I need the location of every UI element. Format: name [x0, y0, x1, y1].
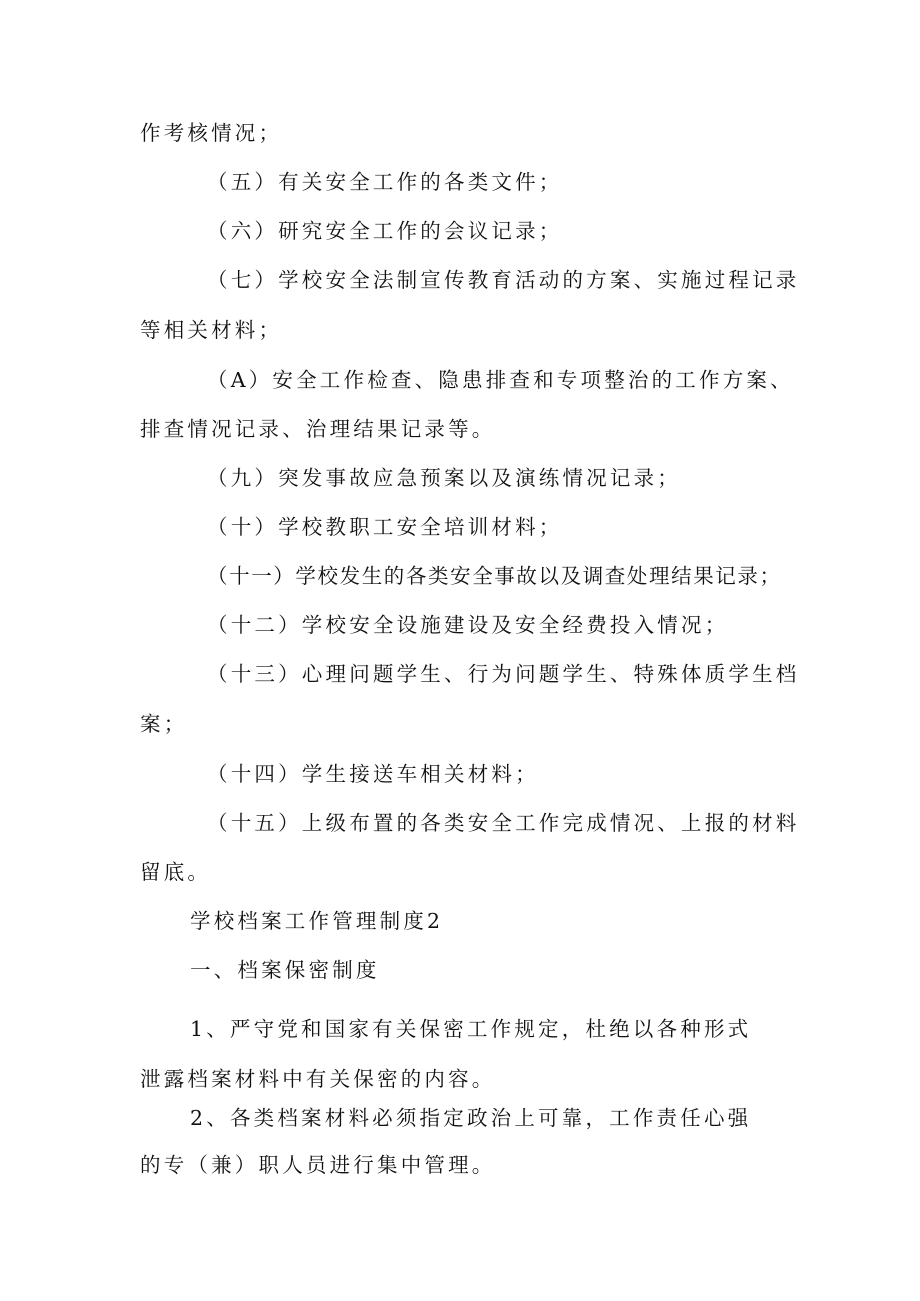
section-heading: 一、档案保密制度: [190, 958, 380, 982]
paragraph-line: 1、严守党和国家有关保密工作规定，杜绝以各种形式: [190, 1017, 752, 1041]
paragraph-line: 的专（兼）职人员进行集中管理。: [140, 1153, 496, 1177]
paragraph-line: （七）学校安全法制宣传教育活动的方案、实施过程记录: [207, 268, 800, 292]
paragraph-line: 案；: [140, 712, 188, 736]
paragraph-line: 2、各类档案材料必须指定政治上可靠，工作责任心强: [190, 1106, 752, 1130]
paragraph-line: （十二）学校安全设施建设及安全经费投入情况；: [207, 613, 729, 637]
paragraph-line: 作考核情况；: [140, 121, 283, 145]
paragraph-line: （九）突发事故应急预案以及演练情况记录；: [207, 466, 681, 490]
paragraph-line: （十一）学校发生的各类安全事故以及调查处理结果记录；: [207, 564, 782, 588]
paragraph-line: 排查情况记录、治理结果记录等。: [140, 417, 496, 441]
section-title: 学校档案工作管理制度2: [190, 909, 444, 933]
paragraph-line: （十三）心理问题学生、行为问题学生、特殊体质学生档: [207, 662, 800, 686]
paragraph-line: 泄露档案材料中有关保密的内容。: [140, 1067, 496, 1091]
paragraph-line: （十五）上级布置的各类安全工作完成情况、上报的材料: [207, 811, 800, 835]
paragraph-line: （五）有关安全工作的各类文件；: [207, 170, 563, 194]
paragraph-line: 等相关材料；: [140, 318, 283, 342]
paragraph-line: （十）学校教职工安全培训材料；: [207, 515, 563, 539]
paragraph-line: 留底。: [140, 860, 212, 884]
paragraph-line: （六）研究安全工作的会议记录；: [207, 219, 563, 243]
paragraph-line: （十四）学生接送车相关材料；: [207, 762, 539, 786]
paragraph-line: （A）安全工作检查、隐患排查和专项整治的工作方案、: [207, 368, 794, 392]
